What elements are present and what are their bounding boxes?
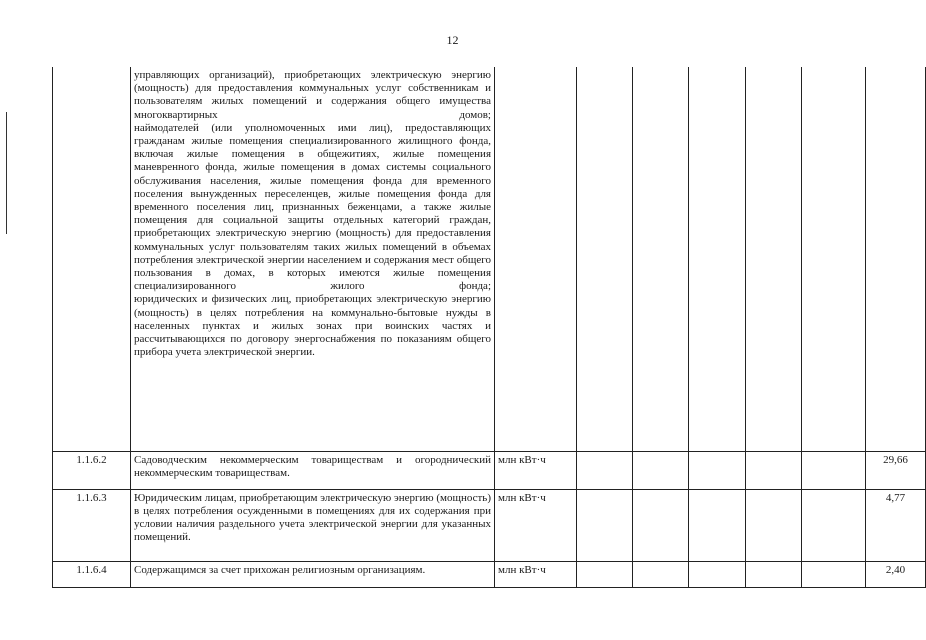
cell-code: 1.1.6.4 <box>53 561 131 587</box>
description-paragraph: Юридическим лицам, приобретающим электрическую энергию (мощность) в целях потребления осужденными в помещениях для их содержания при условии наличия раздельного учета электрической энергии для указанных помещений. <box>134 491 491 544</box>
cell-description <box>131 67 495 451</box>
cell-value: 4,77 <box>866 489 926 561</box>
cell-empty <box>689 489 746 561</box>
cell-code: 1.1.6.2 <box>53 451 131 489</box>
table-row <box>53 489 926 561</box>
consumption-table <box>52 67 926 588</box>
cell-empty <box>633 451 689 489</box>
cell-empty <box>633 561 689 587</box>
cell-empty <box>746 67 802 451</box>
cell-empty <box>802 561 866 587</box>
cell-empty <box>689 67 746 451</box>
cell-empty <box>802 451 866 489</box>
cell-unit <box>495 67 577 451</box>
cell-empty <box>577 489 633 561</box>
cell-empty <box>746 489 802 561</box>
description-paragraph: Содержащимся за счет прихожан религиозным организациям. <box>134 563 426 576</box>
cell-empty <box>577 451 633 489</box>
cell-empty <box>746 451 802 489</box>
cell-unit: млн кВт·ч <box>495 561 577 587</box>
description-paragraph: юридических и физических лиц, приобретающих электрическую энергию (мощность) в целях потребления на коммунально-бытовые нужды в населенных пунктах и жилых зонах при воинских частях и рассчитывающихся по договору энергоснабжения по показаниям общего прибора учета электрической энергии. <box>134 293 491 359</box>
cell-value: 2,40 <box>866 561 926 587</box>
cell-unit: млн кВт·ч <box>495 451 577 489</box>
table-row <box>53 561 926 587</box>
cell-value: 29,66 <box>866 451 926 489</box>
cell-code <box>53 67 131 451</box>
cell-empty <box>802 489 866 561</box>
cell-empty <box>577 561 633 587</box>
table-row-continuation <box>53 67 926 451</box>
cell-code: 1.1.6.3 <box>53 489 131 561</box>
cell-description <box>131 561 495 587</box>
cell-empty <box>689 561 746 587</box>
page-number: 12 <box>446 33 459 47</box>
table-row <box>53 451 926 489</box>
cell-empty <box>802 67 866 451</box>
cell-empty <box>866 67 926 451</box>
cell-empty <box>746 561 802 587</box>
cell-description <box>131 489 495 561</box>
cell-empty <box>577 67 633 451</box>
description-paragraph: наймодателей (или уполномоченных ими лиц), предоставляющих гражданам жилые помещения специализированного жилищного фонда, включая жилые помещения в общежитиях, жилые помещения маневренного фонда, жилые помещения в домах системы социального обслуживания населения, жилые помещения фонда для временного поселения вынужденных переселенцев, жилые помещения фонда для временного поселения лиц, признанных беженцами, а также жилые помещения для социальной защиты отдельных категорий граждан, приобретающих электрическую энергию (мощность) для предоставления коммунальных услуг пользователям таких жилых помещений в объемах потребления электрической энергии населением и содержания мест общего пользования в домах, в которых имеются жилые помещения специализированного жилого фонда; <box>134 121 491 293</box>
description-paragraph: Садоводческим некоммерческим товариществам и огороднический некоммерческим товариществам. <box>134 453 491 479</box>
cell-unit: млн кВт·ч <box>495 489 577 561</box>
cell-description <box>131 451 495 489</box>
cell-empty <box>633 67 689 451</box>
margin-mark <box>6 112 7 234</box>
cell-empty <box>633 489 689 561</box>
cell-empty <box>689 451 746 489</box>
description-paragraph: управляющих организаций), приобретающих электрическую энергию (мощность) для предоставления коммунальных услуг собственникам и пользователям жилых помещений и содержания общего имущества многоквартирных домов; <box>134 69 491 121</box>
